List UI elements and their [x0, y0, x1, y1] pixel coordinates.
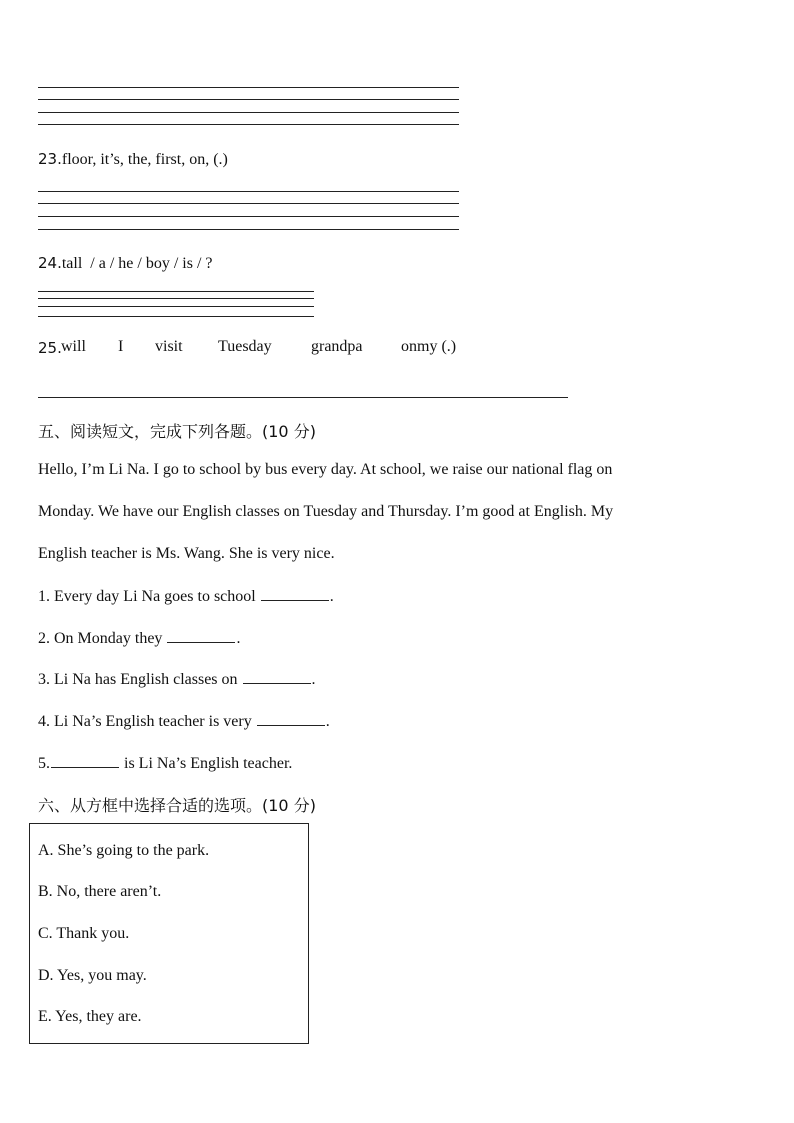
option-c: C. Thank you.	[38, 925, 130, 942]
word-2: visit	[155, 338, 183, 355]
question-text: floor, it’s, the, first, on, (.)	[61, 151, 228, 168]
question-text: 4. Li Na’s English teacher is very	[38, 713, 256, 730]
word-1: I	[118, 338, 124, 355]
fill-blank[interactable]	[261, 586, 329, 601]
question-23	[38, 150, 228, 169]
passage-line: Hello, I’m Li Na. I go to school by bus every day. At school, we raise our national flag on	[38, 461, 613, 478]
question-text: 1. Every day Li Na goes to school	[38, 588, 260, 605]
option-a: A. She’s going to the park.	[38, 842, 210, 859]
reading-question-1	[38, 586, 334, 606]
passage-line: English teacher is Ms. Wang. She is very nice.	[38, 545, 335, 562]
question-number: 25.	[38, 339, 62, 357]
question-end: .	[329, 588, 334, 605]
question-end: is Li Na’s English teacher.	[120, 755, 293, 772]
word-3: Tuesday	[218, 338, 272, 355]
reading-question-2	[38, 628, 240, 648]
question-text: 5.	[38, 755, 50, 772]
answer-line	[38, 87, 459, 88]
option-e: E. Yes, they are.	[38, 1008, 142, 1025]
answer-line	[38, 216, 459, 217]
reading-question-3	[38, 669, 316, 689]
reading-question-5	[38, 753, 292, 773]
word-0: will	[61, 338, 86, 355]
section-6-title: 六、从方框中选择合适的选项。(10 分)	[38, 796, 316, 815]
fill-blank[interactable]	[257, 711, 325, 726]
answer-line	[38, 124, 459, 125]
answer-line	[38, 298, 314, 299]
question-end: .	[236, 630, 241, 647]
question-text: 3. Li Na has English classes on	[38, 671, 242, 688]
answer-line	[38, 316, 314, 317]
answer-line	[38, 191, 459, 192]
question-24	[38, 254, 213, 273]
question-end: .	[325, 713, 330, 730]
answer-line	[38, 397, 568, 398]
word-5: onmy (.)	[401, 338, 457, 355]
question-number: 24.	[38, 254, 62, 272]
option-d: D. Yes, you may.	[38, 967, 147, 984]
question-number: 23.	[38, 150, 62, 168]
fill-blank[interactable]	[167, 628, 235, 643]
option-b: B. No, there aren’t.	[38, 883, 162, 900]
passage-line: Monday. We have our English classes on Tuesday and Thursday. I’m good at English. My	[38, 503, 614, 520]
answer-line	[38, 99, 459, 100]
answer-line	[38, 306, 314, 307]
question-text: tall / a / he / boy / is / ?	[61, 255, 213, 272]
section-5-title: 五、阅读短文，完成下列各题。(10 分)	[38, 422, 316, 441]
answer-line	[38, 229, 459, 230]
fill-blank[interactable]	[243, 669, 311, 684]
fill-blank[interactable]	[51, 753, 119, 768]
answer-line	[38, 291, 314, 292]
word-4: grandpa	[311, 338, 363, 355]
answer-line	[38, 203, 459, 204]
reading-question-4	[38, 711, 330, 731]
answer-line	[38, 112, 459, 113]
question-text: 2. On Monday they	[38, 630, 167, 647]
question-end: .	[311, 671, 316, 688]
